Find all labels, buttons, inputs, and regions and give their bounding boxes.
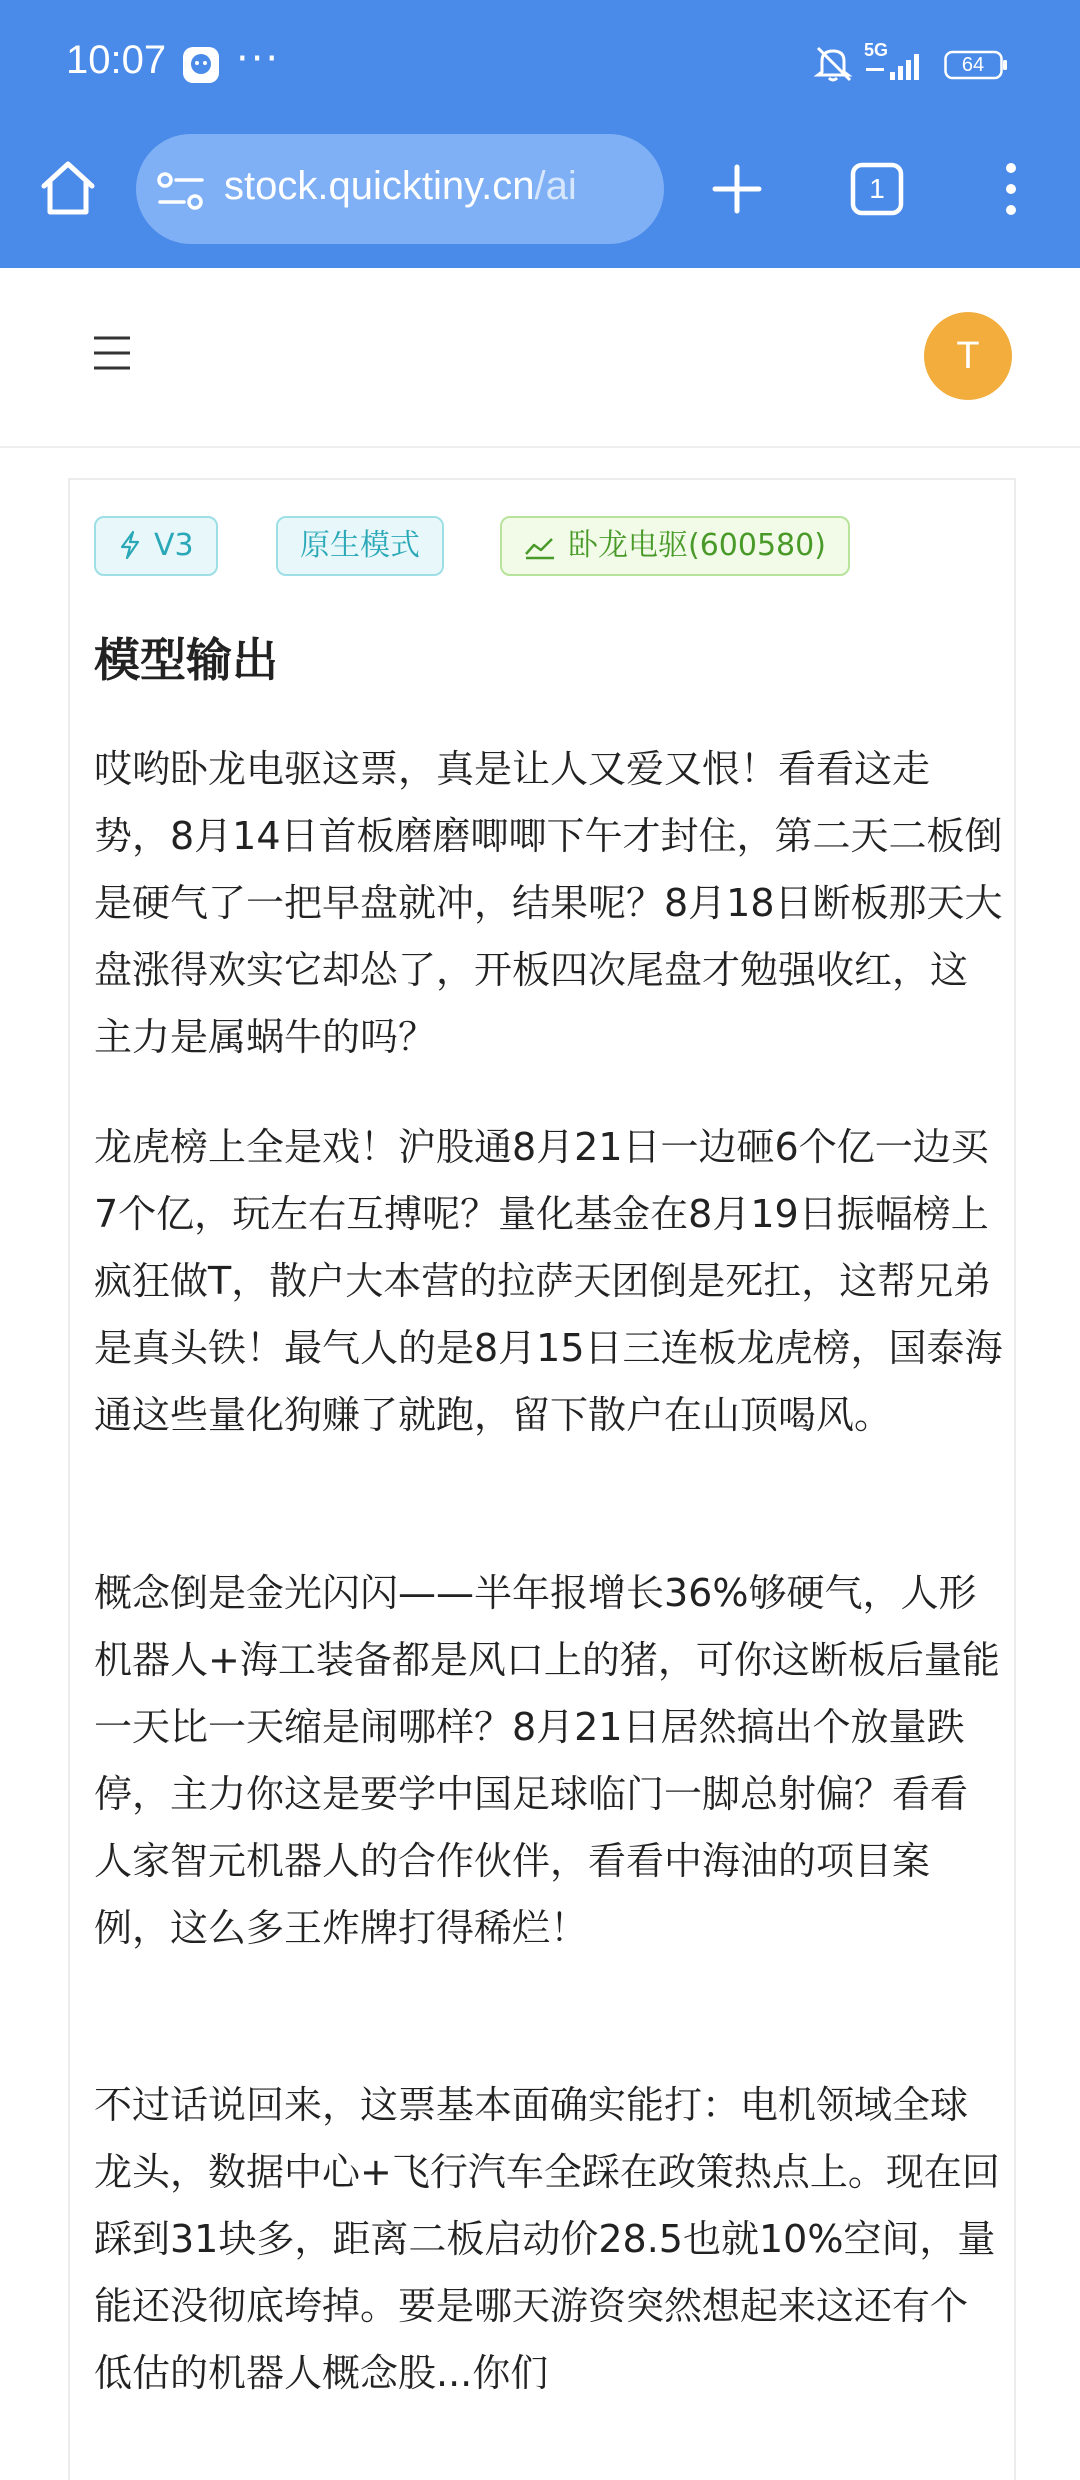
lightning-icon	[118, 530, 142, 560]
browser-toolbar	[0, 130, 1080, 268]
home-icon[interactable]	[36, 156, 100, 220]
site-settings-icon[interactable]	[156, 171, 206, 211]
section-title: 模型输出	[94, 633, 278, 687]
more-notifications-icon: ···	[236, 36, 281, 82]
output-paragraph: 龙虎榜上全是戏！沪股通8月21日一边砸6个亿一边买7个亿，玩左右互搏呢？量化基金在8月19日振幅榜上疯狂做T，散户大本营的拉萨天团倒是死扛，这帮兄弟是真头铁！最气人的是8月15日三连板龙虎榜，国泰海通这些量化狗赚了就跑，留下散户在山顶喝风。	[94, 1125, 1003, 1437]
mode-tag-label: 原生模式	[300, 528, 420, 563]
hamburger-menu-icon[interactable]	[92, 334, 132, 372]
url-text[interactable]	[224, 164, 577, 209]
battery-level: 64	[961, 54, 985, 76]
browser-chrome	[0, 0, 1080, 268]
output-paragraph: 哎哟卧龙电驱这票，真是让人又爱又恨！看看这走势，8月14日首板磨磨唧唧下午才封住，第二天二板倒是硬气了一把早盘就冲，结果呢？8月18日断板那天大盘涨得欢实它却怂了，开板四次尾盘才勉强收红，这主力是属蜗牛的吗？	[94, 747, 1003, 1059]
stock-tag	[500, 516, 850, 576]
stock-tag-label: 卧龙电驱(600580)	[568, 528, 826, 563]
chat-notification-icon	[182, 46, 220, 84]
line-chart-icon	[524, 534, 556, 560]
more-options-icon[interactable]	[994, 158, 1028, 220]
output-paragraph: 概念倒是金光闪闪——半年报增长36%够硬气，人形机器人+海工装备都是风口上的猪，可你这断板后量能一天比一天缩是闹哪样？8月21日居然搞出个放量跌停，主力你这是要学中国足球临门一脚总射偏？看看人家智元机器人的合作伙伴，看看中海油的项目案例，这么多王炸牌打得稀烂！	[94, 1571, 1000, 1950]
output-card	[68, 478, 1016, 2480]
url-host: stock.quicktiny.cn	[224, 164, 535, 208]
status-bar	[0, 0, 1080, 130]
model-tag	[94, 516, 218, 576]
user-avatar[interactable]: T	[924, 312, 1012, 400]
tab-count: 1	[869, 173, 885, 204]
signal-5g-icon	[864, 40, 930, 84]
model-tag-label: V3	[154, 528, 194, 563]
bell-muted-icon	[812, 42, 854, 84]
url-path: /ai	[534, 164, 577, 208]
mode-tag	[276, 516, 444, 576]
output-paragraph: 不过话说回来，这票基本面确实能打：电机领域全球龙头，数据中心+飞行汽车全踩在政策热点上。现在回踩到31块多，距离二板启动价28.5也就10%空间，量能还没彻底垮掉。要是哪天游资突然想起来这还有个低估的机器人概念股...你们	[94, 2083, 1000, 2395]
address-bar[interactable]	[136, 134, 664, 244]
status-time: 10:07	[66, 38, 167, 82]
network-label: 5G	[864, 40, 889, 60]
app-header	[0, 268, 1080, 448]
new-tab-icon[interactable]	[706, 158, 768, 220]
